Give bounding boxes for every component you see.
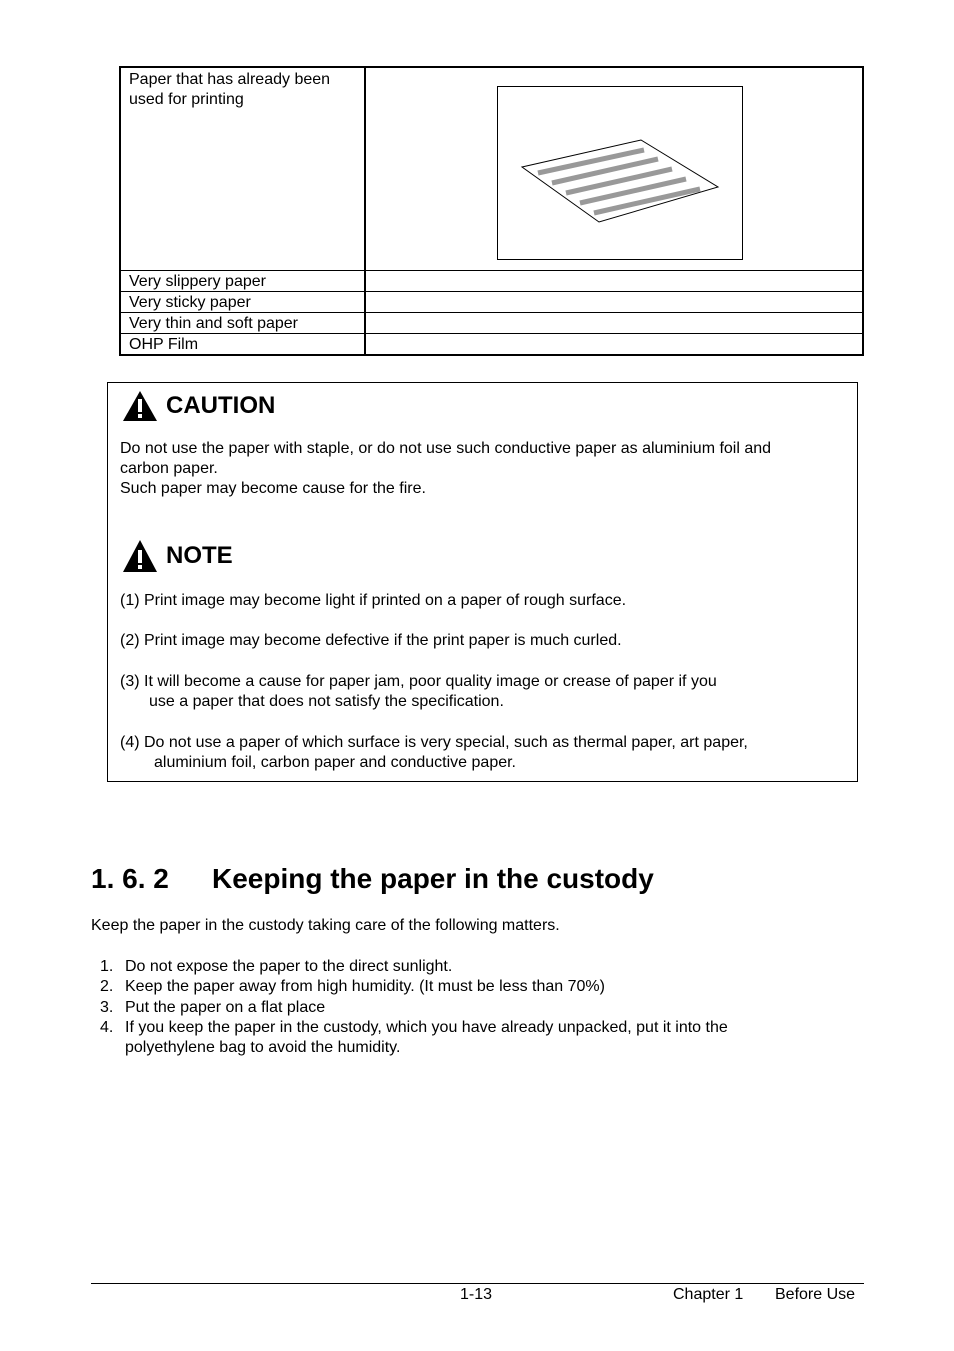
used-paper-illustration [497,86,743,260]
table-row [121,271,862,292]
table-row [121,313,862,334]
table-cell-label: Very sticky paper [121,292,366,312]
note-line: (2) Print image may become defective if the print paper is much curled. [120,632,622,649]
note-line: aluminium foil, carbon paper and conductive paper. [154,754,516,771]
table-cell-label: OHP Film [121,334,366,354]
footer-divider [91,1283,864,1284]
list-text: If you keep the paper in the custody, which you have already unpacked, put it into the [125,1018,728,1036]
list-number: 1. [100,958,114,975]
caution-line: Such paper may become cause for the fire. [120,480,426,497]
warning-triangle-icon [122,390,158,422]
caution-heading [122,390,275,422]
section-intro: Keep the paper in the custody taking care of the following matters. [91,917,560,934]
list-number: 3. [100,998,114,1016]
footer-chapter: Chapter 1 [673,1286,744,1303]
note-item [120,591,626,611]
warning-triangle-icon [122,539,158,573]
section-title: Keeping the paper in the custody [212,863,654,894]
table-row [121,292,862,313]
custody-list [100,957,728,1058]
printed-sheet-icon [498,87,742,259]
table-cell-label: Paper that has already been used for printing [121,68,366,270]
table-row [121,334,862,354]
note-item [120,631,622,651]
table-row [121,68,862,271]
note-title: NOTE [166,542,233,569]
list-text: Put the paper on a flat place [125,998,326,1016]
list-number: 4. [100,1018,114,1036]
note-line: (1) Print image may become light if printed on a paper of rough surface. [120,592,627,609]
section-heading [91,862,654,896]
list-item [100,957,728,977]
list-text: polyethylene bag to avoid the humidity. [125,1039,401,1057]
note-item [120,672,717,712]
caution-line: Do not use the paper with staple, or do not use such conductive paper as aluminium foil and [120,440,772,457]
list-item [100,977,728,997]
section-number: 1. 6. 2 [91,863,169,894]
note-line: (4) Do not use a paper of which surface is very special, such as thermal paper, art paper, [120,734,748,751]
list-item [100,1018,728,1059]
list-text: Keep the paper away from high humidity. (It must be less than 70%) [125,978,605,996]
note-heading [122,539,233,573]
note-item [120,733,748,773]
list-item [100,998,728,1018]
caution-line: carbon paper. [120,460,218,477]
list-text: Do not expose the paper to the direct sunlight. [125,958,453,975]
table-cell-label: Very thin and soft paper [121,313,366,333]
caution-title: CAUTION [166,392,276,419]
footer-chapter-title: Before Use [775,1286,856,1303]
note-line: use a paper that does not satisfy the specification. [149,693,504,710]
caution-text [120,439,771,499]
page-number: 1-13 [460,1286,493,1303]
table-cell-label: Very slippery paper [121,271,366,291]
note-line: (3) It will become a cause for paper jam, poor quality image or crease of paper if you [120,673,717,690]
paper-types-table [119,66,864,356]
list-number: 2. [100,978,114,996]
caution-note-box [107,382,858,782]
